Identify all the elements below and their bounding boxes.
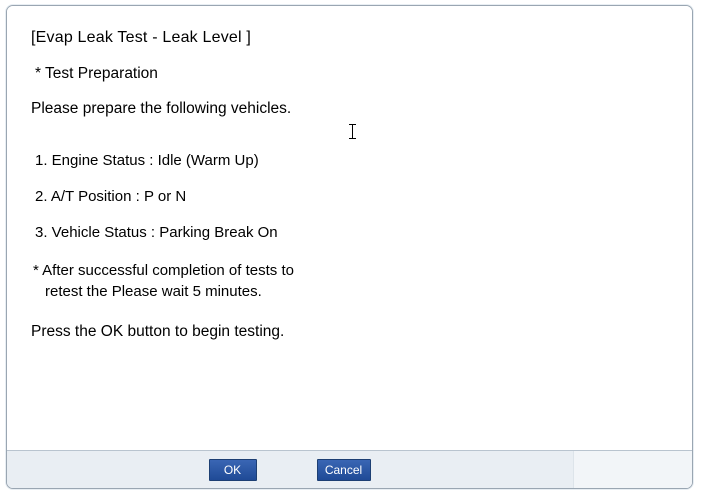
prep-item-1: 1. Engine Status : Idle (Warm Up) xyxy=(35,152,259,170)
cancel-button[interactable]: Cancel xyxy=(317,459,371,481)
press-ok-instruction: Press the OK button to begin testing. xyxy=(31,323,285,341)
evap-leak-test-dialog xyxy=(6,5,693,489)
retest-note xyxy=(31,262,668,301)
retest-note-line-2: retest the Please wait 5 minutes. xyxy=(45,283,262,301)
text-cursor-icon xyxy=(352,124,353,139)
footer-spacer xyxy=(573,451,692,488)
ok-button[interactable]: OK xyxy=(209,459,257,481)
dialog-content xyxy=(7,6,692,450)
dialog-title: [Evap Leak Test - Leak Level ] xyxy=(31,29,252,46)
section-heading: * Test Preparation xyxy=(35,65,158,83)
retest-note-line-1: * After successful completion of tests to xyxy=(33,262,294,280)
dialog-footer xyxy=(7,450,692,488)
intro-text: Please prepare the following vehicles. xyxy=(31,99,292,117)
prep-item-2: 2. A/T Position : P or N xyxy=(35,188,187,206)
prep-item-3: 3. Vehicle Status : Parking Break On xyxy=(35,224,278,242)
